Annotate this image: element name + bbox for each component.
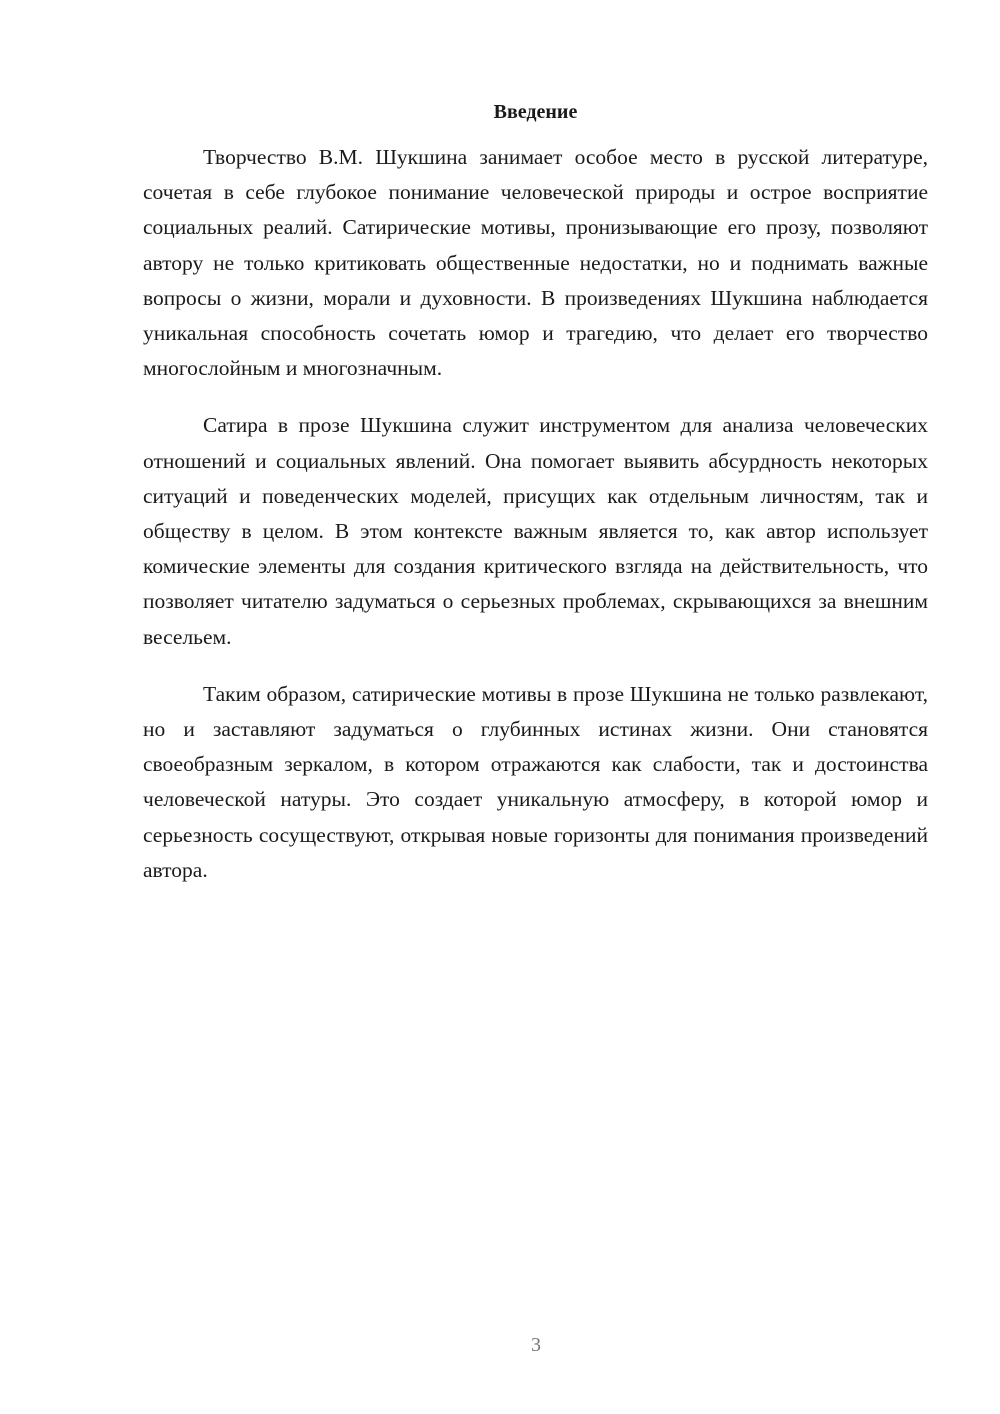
paragraph-3: Таким образом, сатирические мотивы в прозе Шукшина не только развлекают, но и заставляют задуматься о глубинных истинах жизни. Они становятся своеобразным зеркалом, в котором отражаются как слабости, так и достоинства человеческой натуры. Это создает уникальную атмосферу, в которой юмор и серьезность сосуществуют, открывая новые горизонты для понимания произведений автора.	[143, 681, 928, 882]
paragraph-1: Творчество В.М. Шукшина занимает особое место в русской литературе, сочетая в себе глубокое понимание человеческой природы и острое восприятие социальных реалий. Сатирические мотивы, пронизывающие его прозу, позволяют автору не только критиковать общественные недостатки, но и поднимать важные вопросы о жизни, морали и духовности. В произведениях Шукшина наблюдается уникальная способность сочетать юмор и трагедию, что делает его творчество многослойным и многозначным.	[143, 145, 928, 381]
page-number: 3	[531, 1334, 541, 1356]
paragraph-2: Сатира в прозе Шукшина служит инструментом для анализа человеческих отношений и социальных явлений. Она помогает выявить абсурдность некоторых ситуаций и поведенческих моделей, присущих как отдельным личностям, так и обществу в целом. В этом контексте важным является то, как автор использует комические элементы для создания критического взгляда на действительность, что позволяет читателю задуматься о серьезных проблемах, скрывающихся за внешним весельем.	[143, 413, 928, 649]
page-content	[143, 96, 928, 910]
section-title: Введение	[493, 101, 578, 123]
